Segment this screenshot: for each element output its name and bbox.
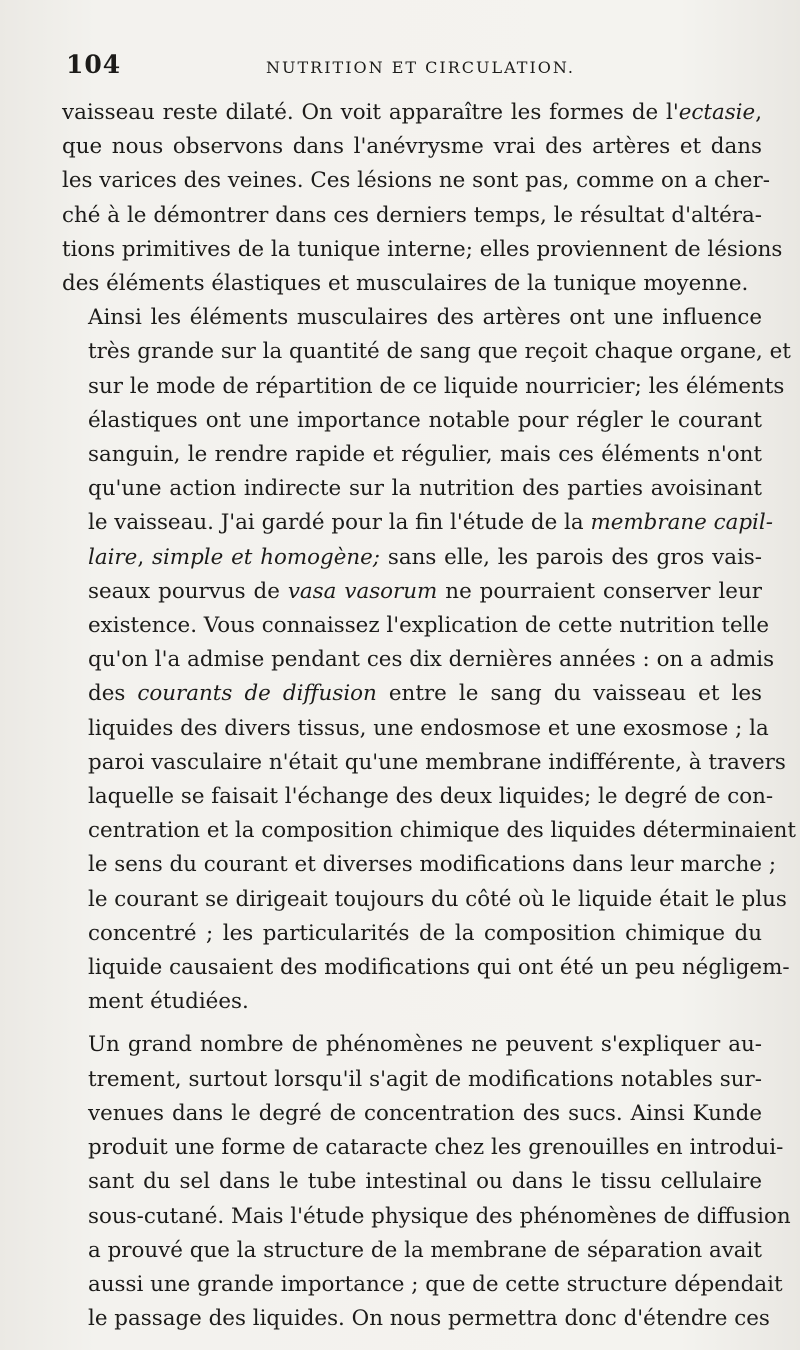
italic-term: ectasie: [678, 100, 756, 125]
text-line: le passage des liquides. On nous permettra donc d'étendre ces: [88, 1306, 770, 1332]
page-number: 104: [66, 50, 122, 79]
text-line: seaux pourvus de vasa vasorum ne pourraient conserver leur: [88, 578, 762, 604]
text-line: ment étudiées.: [88, 989, 249, 1015]
text-line: paroi vasculaire n'était qu'une membrane indifférente, à travers: [88, 749, 786, 775]
text-line: le sens du courant et diverses modifications dans leur marche ;: [88, 852, 777, 878]
text-line: concentré ; les particularités de la composition chimique du: [88, 920, 762, 946]
italic-term: vasa vasorum: [287, 578, 438, 604]
text-line: élastiques ont une importance notable pour régler le courant: [88, 407, 762, 433]
italic-term: courants de diffusion: [137, 681, 377, 707]
text-line: vaisseau reste dilaté. On voit apparaître les formes de l'ectasie,: [62, 100, 762, 125]
text-line: trement, surtout lorsqu'il s'agit de modifications notables sur-: [88, 1066, 762, 1092]
text-line: laire, simple et homogène; sans elle, les parois des gros vais-: [88, 544, 762, 570]
italic-term: laire: [88, 544, 138, 570]
text-line: qu'une action indirecte sur la nutrition des parties avoisinant: [88, 476, 762, 502]
text-line: ché à le démontrer dans ces derniers temps, le résultat d'altéra-: [62, 202, 762, 228]
text-line: sant du sel dans le tube intestinal ou dans le tissu cellulaire: [88, 1169, 762, 1195]
text-line: existence. Vous connaissez l'explication de cette nutrition telle: [88, 613, 770, 639]
text-line: des éléments élastiques et musculaires de la tunique moyenne.: [62, 271, 749, 297]
text-line: qu'on l'a admise pendant ces dix dernières années : on a admis: [88, 647, 775, 673]
text-line: sous-cutané. Mais l'étude physique des phénomènes de diffusion: [88, 1203, 791, 1229]
text-line: liquide causaient des modifications qui ont été un peu négligem-: [88, 955, 790, 981]
italic-term: simple et homogène;: [151, 544, 381, 570]
running-head: [66, 50, 760, 80]
paragraph: [62, 301, 797, 1019]
text-line: que nous observons dans l'anévrysme vrai des artères et dans: [62, 134, 762, 160]
running-title: NUTRITION ET CIRCULATION.: [266, 58, 575, 77]
text-line: laquelle se faisait l'échange des deux liquides; le degré de con-: [88, 784, 774, 810]
text-line: sanguin, le rendre rapide et régulier, mais ces éléments n'ont: [88, 442, 762, 468]
text-line: très grande sur la quantité de sang que reçoit chaque organe, et: [88, 339, 791, 365]
text-line: sur le mode de répartition de ce liquide nourricier; les éléments: [88, 373, 785, 399]
text-line: produit une forme de cataracte chez les grenouilles en introdui-: [88, 1135, 784, 1161]
text-line: des courants de diffusion entre le sang du vaisseau et les: [88, 681, 762, 707]
text-line: le vaisseau. J'ai gardé pour la fin l'étude de la membrane capil-: [88, 510, 773, 536]
text-line: le courant se dirigeait toujours du côté où le liquide était le plus: [88, 886, 787, 912]
text-line: tions primitives de la tunique interne; elles proviennent de lésions: [62, 236, 783, 262]
text-line: a prouvé que la structure de la membrane de séparation avait: [88, 1237, 762, 1263]
text-line: Un grand nombre de phénomènes ne peuvent s'expliquer au-: [88, 1032, 762, 1058]
text-line: Ainsi les éléments musculaires des artères ont une influence: [88, 305, 762, 331]
italic-term: membrane capil-: [590, 510, 773, 536]
text-line: les varices des veines. Ces lésions ne sont pas, comme on a cher-: [62, 168, 770, 194]
text-line: aussi une grande importance ; que de cette structure dépendait: [88, 1271, 783, 1297]
paragraph: [62, 1028, 791, 1336]
paragraph: [62, 96, 783, 301]
body-text: [62, 96, 797, 1336]
text-line: centration et la composition chimique des liquides déterminaient: [88, 818, 797, 844]
text-line: liquides des divers tissus, une endosmose et une exosmose ; la: [88, 715, 769, 741]
text-line: venues dans le degré de concentration des sucs. Ainsi Kunde: [88, 1100, 762, 1126]
